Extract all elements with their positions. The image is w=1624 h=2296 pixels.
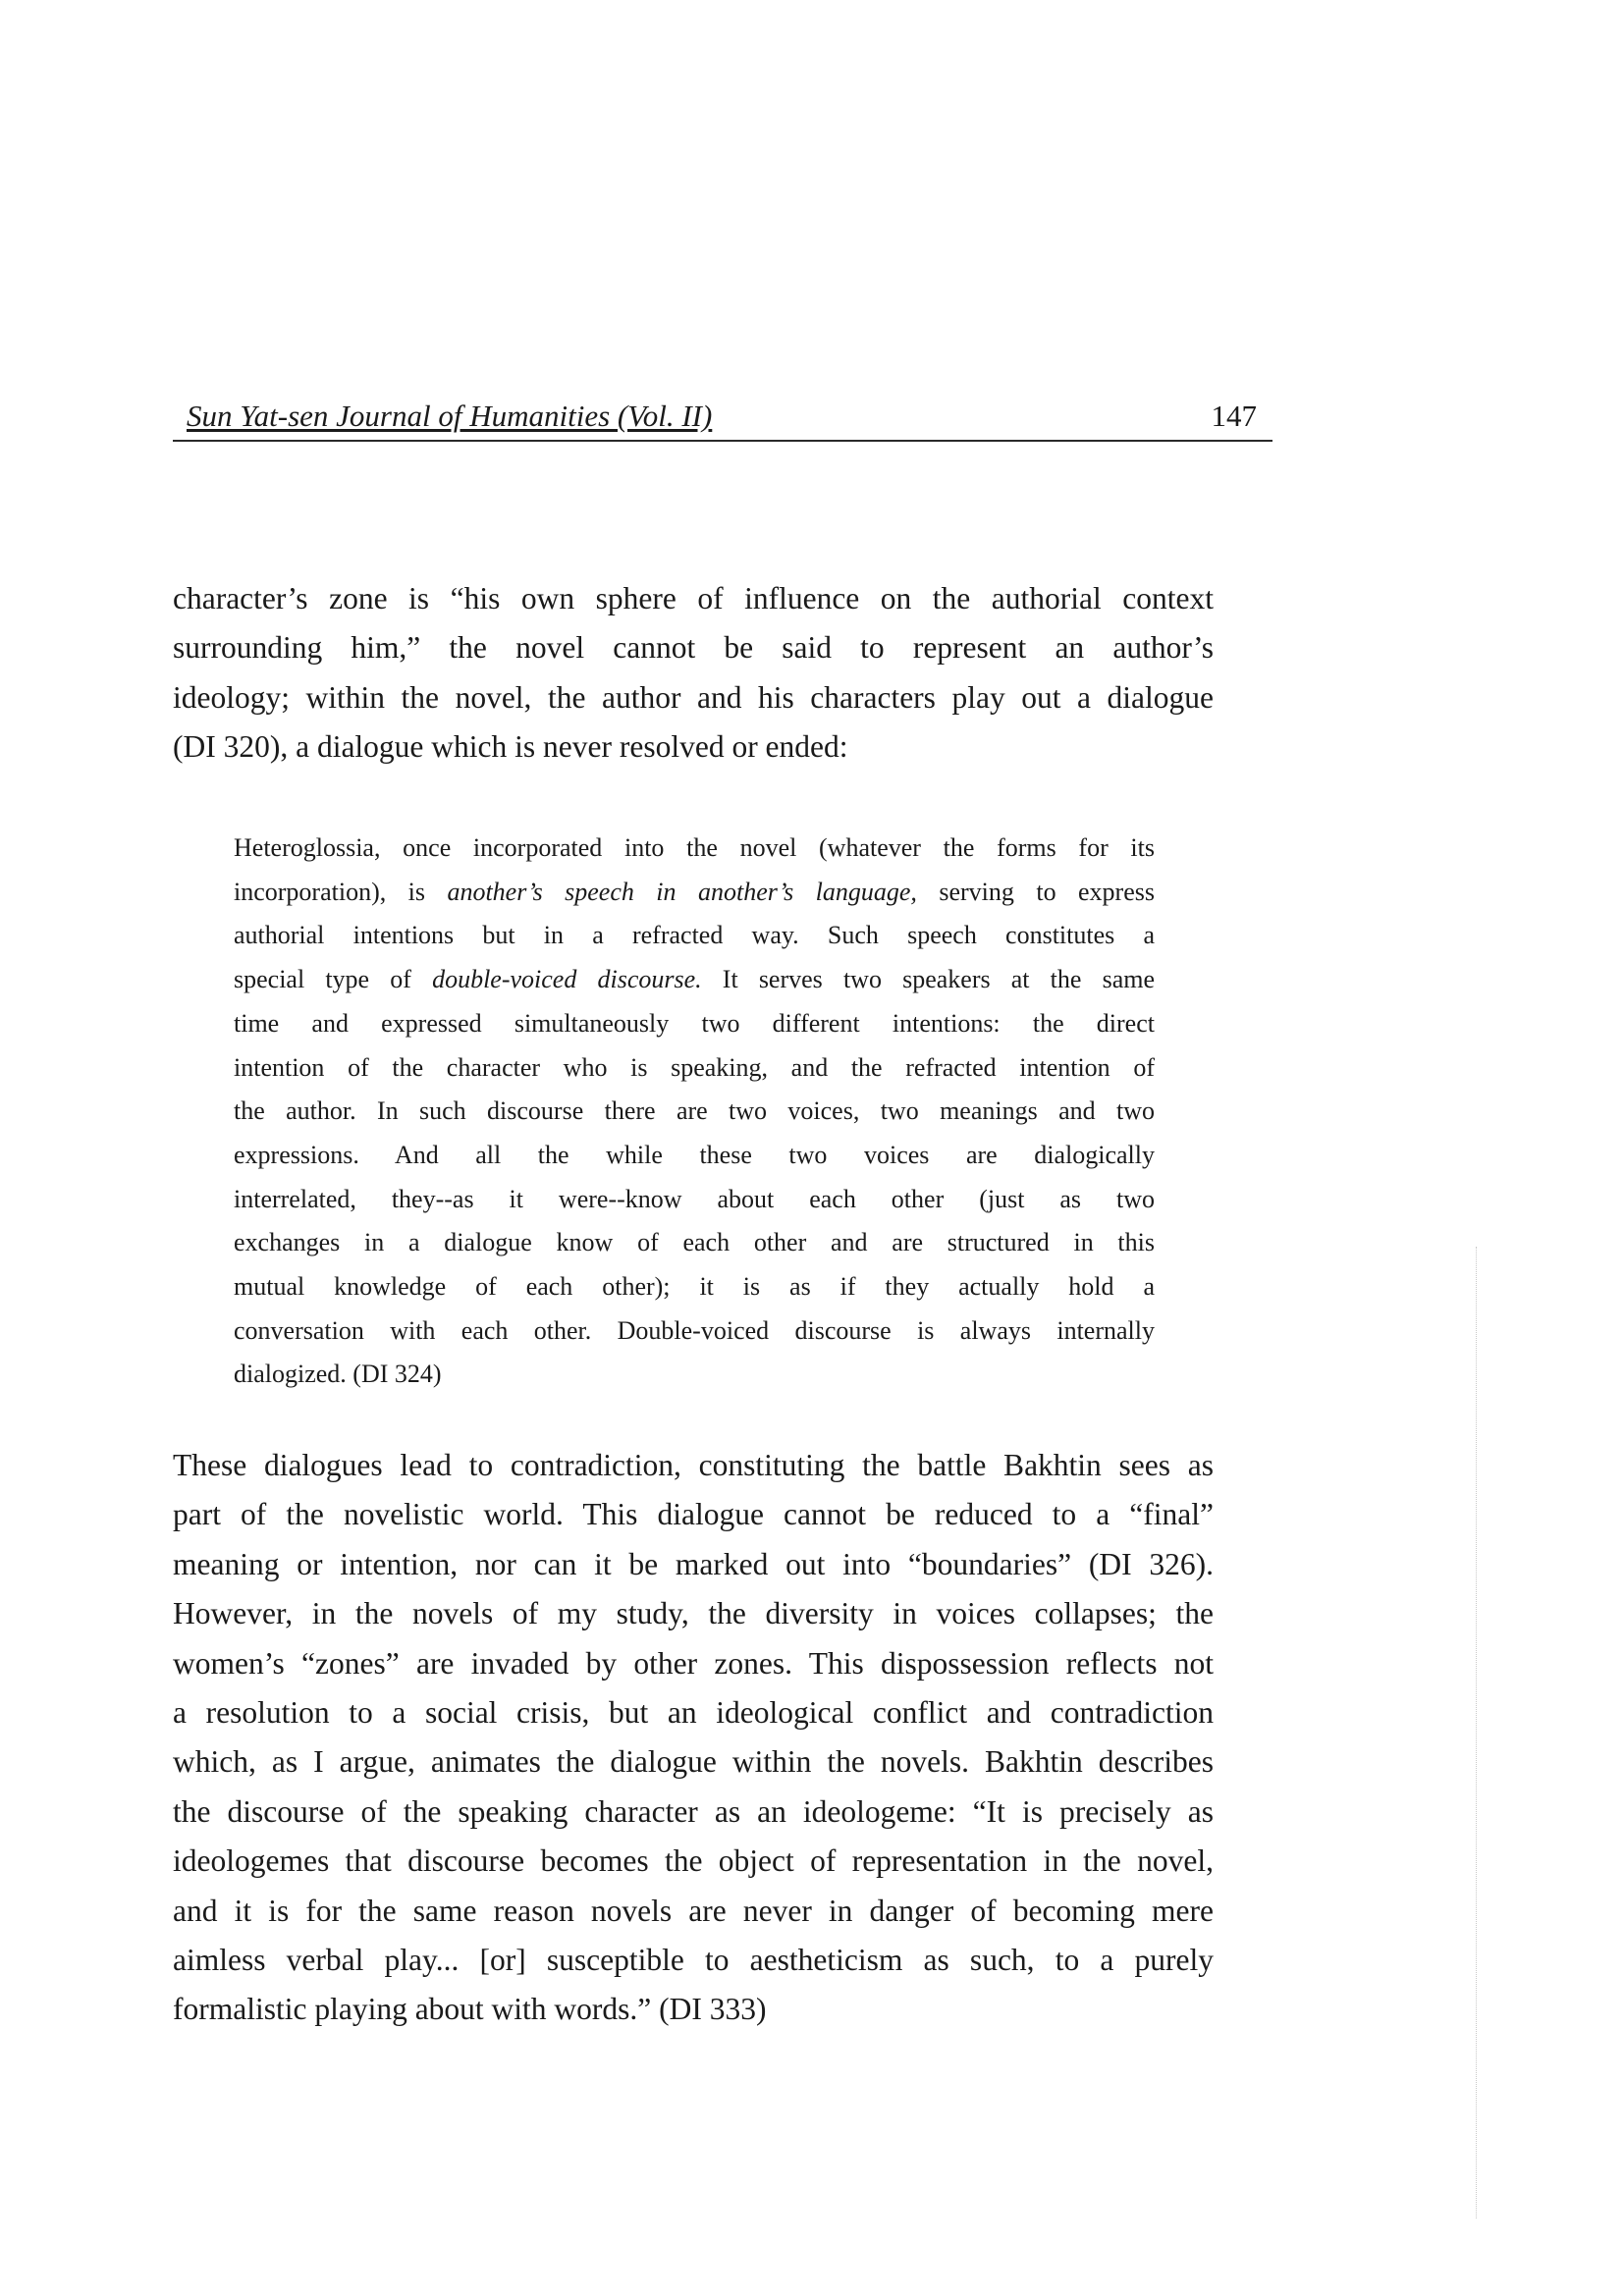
text-line: However, in the novels of my study, the diversity in voices collapses; the [173,1596,1214,1631]
text-line: which, as I argue, animates the dialogue within the novels. Bakhtin describes [173,1744,1214,1780]
page-number: 147 [1211,399,1257,433]
text-line: ideology; within the novel, the author and his characters play out a dialogue [173,679,1214,715]
quote-line: expressions. And all the while these two voices are dialogically [234,1140,1155,1169]
text-line: character’s zone is “his own sphere of influence on the authorial context [173,581,1214,615]
quote-line [234,871,1155,915]
text-line: formalistic playing about with words.” (DI 333) [173,1992,767,2027]
text-line: These dialogues lead to contradiction, constituting the battle Bakhtin sees as [173,1448,1214,1482]
text-line: aimless verbal play... [or] susceptible to aestheticism as such, to a purely [173,1943,1214,1978]
text-line: meaning or intention, nor can it be marked out into “boundaries” (DI 326). [173,1546,1214,1581]
quote-line: authorial intentions but in a refracted way. Such speech constitutes a [234,921,1155,950]
quote-line: dialogized. (DI 324) [234,1360,442,1389]
body-paragraph-2 [173,1441,1214,2035]
quote-line: Heteroglossia, once incorporated into the novel (whatever the forms for its [234,833,1155,862]
block-quote [234,827,1155,1397]
text-line: a resolution to a social crisis, but an ideological conflict and contradiction [173,1695,1214,1731]
quote-line: mutual knowledge of each other); it is as if they actually hold a [234,1272,1155,1302]
running-header [173,397,1272,442]
quote-line: time and expressed simultaneously two different intentions: the direct [234,1008,1155,1038]
quote-emphasis: another’s speech in another’s language, [447,877,917,906]
text-line: ideologemes that discourse becomes the object of representation in the novel, [173,1843,1214,1879]
quote-text: serving to express [916,877,1155,906]
body-paragraph-1 [173,574,1214,773]
journal-title: Sun Yat-sen Journal of Humanities (Vol. II) [187,399,713,433]
quote-text: incorporation), is [234,877,448,906]
quote-line: conversation with each other. Double-voiced discourse is always internally [234,1315,1155,1345]
text-line: part of the novelistic world. This dialogue cannot be reduced to a “final” [173,1497,1214,1532]
quote-text: It serves two speakers at the same [701,965,1155,994]
quote-line: intention of the character who is speaking, and the refracted intention of [234,1052,1155,1082]
text-line: women’s “zones” are invaded by other zones. This dispossession reflects not [173,1645,1214,1681]
quote-line: exchanges in a dialogue know of each other and are structured in this [234,1228,1155,1257]
quote-line: the author. In such discourse there are two voices, two meanings and two [234,1096,1155,1126]
quote-emphasis: double-voiced discourse. [432,965,702,994]
text-line: surrounding him,” the novel cannot be said to represent an author’s [173,630,1214,666]
quote-line: interrelated, they--as it were--know about each other (just as two [234,1184,1155,1213]
quote-text: special type of [234,965,433,994]
text-line: (DI 320), a dialogue which is never resolved or ended: [173,729,848,765]
text-line: and it is for the same reason novels are never in danger of becoming mere [173,1893,1214,1928]
text-line: the discourse of the speaking character as an ideologeme: “It is precisely as [173,1793,1214,1829]
quote-line [234,958,1155,1002]
scan-edge-mark [1476,1247,1477,2218]
